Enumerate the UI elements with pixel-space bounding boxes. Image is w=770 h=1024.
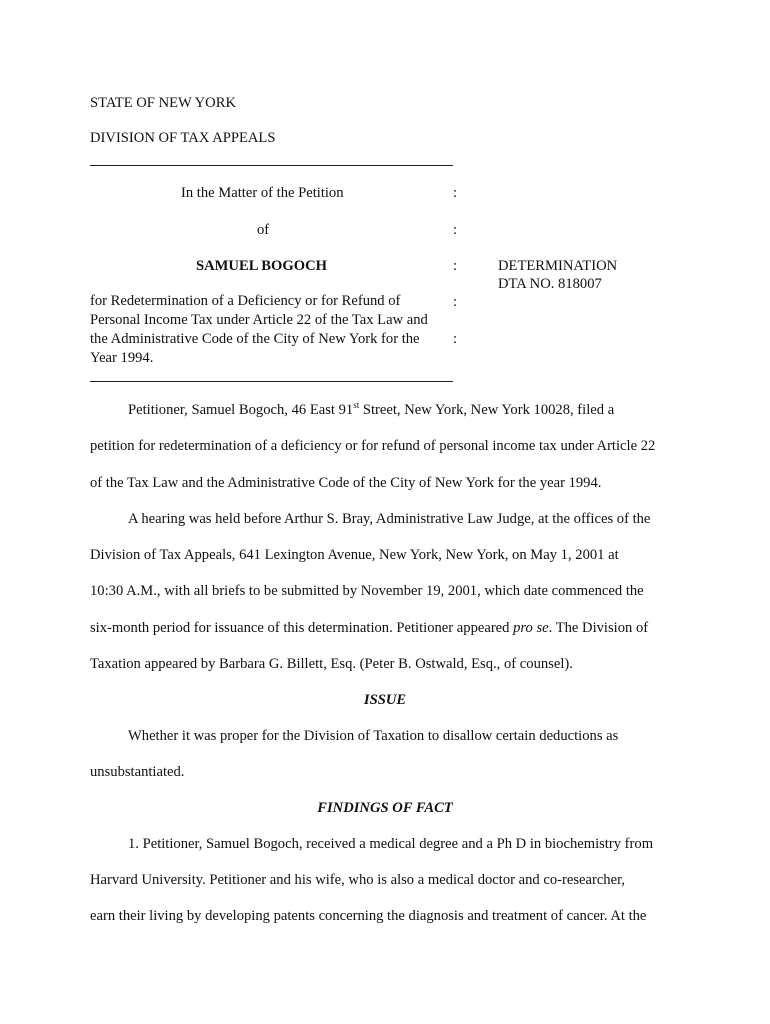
caption-colon: : [453,258,458,274]
paragraph-line: A hearing was held before Arthur S. Bray, Administrative Law Judge, at the offices of the [128,511,651,527]
caption-colon: : [453,222,458,238]
caption-description: for Redetermination of a Deficiency or for Refund of Personal Income Tax under Article 22 of the Tax Law and the Administrative Code of the City of New York for the Year 1994. [90,293,428,366]
division-heading: DIVISION OF TAX APPEALS [90,130,276,146]
paragraph-line: 10:30 A.M., with all briefs to be submitted by November 19, 2001, which date commenced the [90,583,644,599]
dta-number: DTA NO. 818007 [498,276,602,292]
findings-heading: FINDINGS OF FACT [317,800,453,816]
text-span: six-month period for issuance of this determination. Petitioner appeared [90,620,514,636]
paragraph-line: of the Tax Law and the Administrative Code of the City of New York for the year 1994. [90,475,602,491]
paragraph-line: Division of Tax Appeals, 641 Lexington Avenue, New York, New York, on May 1, 2001 at [90,547,619,563]
paragraph-line: unsubstantiated. [90,764,185,780]
caption-petitioner-name: SAMUEL BOGOCH [196,258,327,274]
determination-label: DETERMINATION [498,258,618,274]
paragraph-line: 1. Petitioner, Samuel Bogoch, received a medical degree and a Ph D in biochemistry from [128,836,654,852]
paragraph-line: Taxation appeared by Barbara G. Billett, Esq. (Peter B. Ostwald, Esq., of counsel). [90,656,573,672]
caption-colon: : [453,185,458,201]
paragraph-line [128,402,728,419]
italic-term: pro se [513,620,549,636]
issue-heading: ISSUE [363,692,407,708]
state-heading: STATE OF NEW YORK [90,95,236,111]
text-span: . The Division of [548,620,649,636]
text-span: Petitioner, Samuel Bogoch, 46 East 91 [128,402,354,418]
paragraph-line: petition for redetermination of a deficiency or for refund of personal income tax under Article 22 [90,438,656,454]
paragraph-line: Whether it was proper for the Division of Taxation to disallow certain deductions as [128,728,619,744]
text-span: Street, New York, New York 10028, filed a [359,402,615,418]
caption-colon: : [453,294,458,310]
caption-top-rule [90,165,453,166]
caption-of: of [257,222,270,238]
caption-matter: In the Matter of the Petition [181,185,344,201]
paragraph-line: earn their living by developing patents concerning the diagnosis and treatment of cancer. At the [90,908,647,924]
paragraph-line: Harvard University. Petitioner and his wife, who is also a medical doctor and co-researcher, [90,872,626,888]
caption-colon: : [453,331,458,347]
caption-bottom-rule [90,381,453,382]
paragraph-line [90,620,690,637]
ordinal-superscript: st [353,400,360,411]
